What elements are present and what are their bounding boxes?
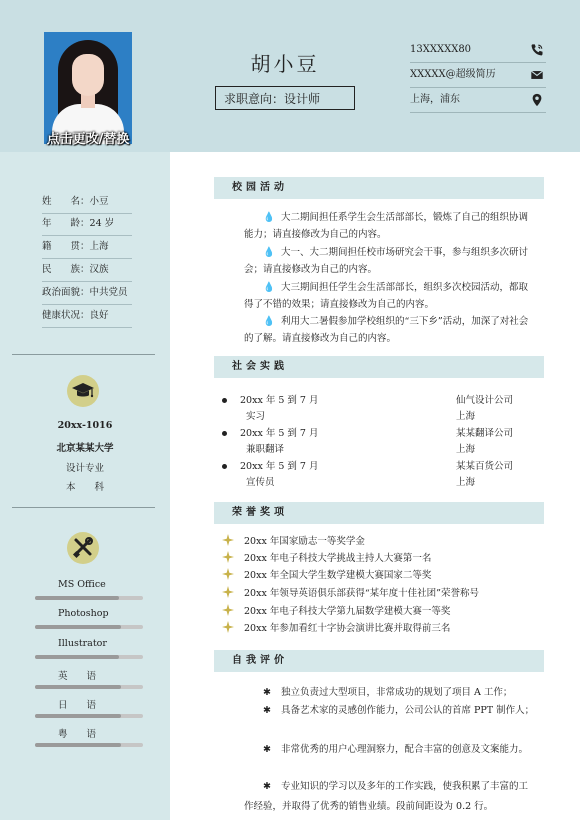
skill-name-cantonese: 粤 语 bbox=[58, 729, 97, 740]
education-period: 20xx-1016 bbox=[57, 420, 113, 431]
phone-icon bbox=[530, 43, 544, 57]
campus-item bbox=[244, 244, 536, 278]
drop-bullet-icon: 💧 bbox=[263, 247, 275, 258]
four-point-star-icon bbox=[222, 568, 234, 580]
section-awards-title: 荣誉奖项 bbox=[214, 502, 544, 524]
practice-period: 20xx 年 5 到 7 月 bbox=[240, 428, 319, 439]
info-row-ethnicity: 民 族：汉族 bbox=[42, 260, 132, 282]
self-item bbox=[244, 777, 536, 817]
education-school: 北京某某大学 bbox=[56, 443, 114, 454]
practice-period: 20xx 年 5 到 7 月 bbox=[240, 395, 319, 406]
info-label: 政治面貌 bbox=[42, 287, 81, 298]
info-value: 中共党员 bbox=[89, 287, 128, 298]
contact-email-text: XXXXX@超级简历 bbox=[410, 69, 496, 80]
practice-role: 宣传员 bbox=[246, 477, 275, 488]
drop-bullet-icon: 💧 bbox=[263, 212, 275, 223]
contact-phone bbox=[410, 40, 546, 63]
self-item-text: 具备艺术家的灵感创作能力，公司公认的首席 PPT 制作人； bbox=[281, 705, 535, 716]
drop-bullet-icon: 💧 bbox=[263, 282, 275, 293]
self-item-text: 非常优秀的用户心理洞察力，配合丰富的创意及文案能力。 bbox=[281, 744, 529, 755]
job-intent: 求职意向：设计师 bbox=[215, 86, 355, 110]
four-point-star-icon bbox=[222, 621, 234, 633]
skill-fill bbox=[35, 743, 121, 747]
skill-name-photoshop: Photoshop bbox=[58, 608, 109, 619]
info-value: 良好 bbox=[89, 310, 109, 321]
self-item-text: 专业知识的学习以及多年的工作实践，使我积累了丰富的工作经验，并取得了优秀的销售业绩。段前间距设为 0.2 行。 bbox=[244, 781, 529, 812]
skill-fill bbox=[35, 596, 119, 600]
asterisk-bullet-icon: ✱ bbox=[263, 705, 271, 716]
award-text: 20xx 年国家励志一等奖学金 bbox=[244, 536, 365, 547]
skill-bar-cantonese bbox=[35, 743, 143, 747]
sidebar-divider bbox=[12, 507, 155, 508]
skill-bar-japanese bbox=[35, 714, 143, 718]
candidate-name: 胡小豆 bbox=[250, 52, 320, 76]
contact-phone-text: 13XXXXX80 bbox=[410, 44, 472, 55]
info-value: 上海 bbox=[89, 241, 109, 252]
campus-item bbox=[244, 279, 536, 313]
bullet-dot bbox=[222, 398, 227, 403]
campus-item bbox=[244, 313, 536, 347]
four-point-star-icon bbox=[222, 551, 234, 563]
campus-item-text: 大一、大二期间担任校市场研究会干事，参与组织多次研讨会；请直接修改为自己的内容。 bbox=[244, 247, 529, 275]
asterisk-bullet-icon: ✱ bbox=[263, 744, 271, 755]
award-text: 20xx 年参加看红十字协会演讲比赛并取得前三名 bbox=[244, 623, 451, 634]
self-item bbox=[244, 683, 536, 703]
contact-location bbox=[410, 90, 546, 113]
self-item-text: 独立负责过大型项目，非常成功的规划了项目 A 工作； bbox=[281, 687, 513, 698]
info-value: 24 岁 bbox=[89, 218, 115, 229]
self-item bbox=[244, 701, 536, 721]
skill-name-illustrator: Illustrator bbox=[58, 638, 107, 649]
campus-item-text: 大二期间担任系学生会生活部部长，锻炼了自己的组织协调能力；请直接修改为自己的内容。 bbox=[244, 212, 529, 240]
drop-bullet-icon: 💧 bbox=[263, 316, 275, 327]
skill-fill bbox=[35, 685, 121, 689]
info-row-name: 姓 名：小豆 bbox=[42, 192, 132, 214]
skill-bar-illustrator bbox=[35, 655, 143, 659]
section-campus-title: 校园活动 bbox=[214, 177, 544, 199]
award-text: 20xx 年领导英语俱乐部获得“某年度十佳社团”荣誉称号 bbox=[244, 588, 480, 599]
practice-city: 上海 bbox=[456, 444, 476, 455]
bullet-dot bbox=[222, 431, 227, 436]
section-self-title: 自我评价 bbox=[214, 650, 544, 672]
photo-caption[interactable]: 点击更改/替换 bbox=[46, 132, 130, 147]
award-text: 20xx 年全国大学生数学建模大赛国家二等奖 bbox=[244, 570, 432, 581]
practice-company: 某某百货公司 bbox=[456, 461, 514, 472]
practice-city: 上海 bbox=[456, 477, 476, 488]
mail-icon bbox=[530, 68, 544, 82]
practice-city: 上海 bbox=[456, 411, 476, 422]
section-practice-title: 社会实践 bbox=[214, 356, 544, 378]
info-row-age: 年 龄：24 岁 bbox=[42, 214, 132, 236]
info-value: 汉族 bbox=[89, 264, 109, 275]
info-label: 年 龄 bbox=[42, 218, 81, 229]
skill-name-japanese: 日 语 bbox=[58, 700, 97, 711]
four-point-star-icon bbox=[222, 604, 234, 616]
skill-fill bbox=[35, 655, 119, 659]
info-row-health: 健康状况：良好 bbox=[42, 306, 132, 328]
asterisk-bullet-icon: ✱ bbox=[263, 687, 271, 698]
skill-bar-photoshop bbox=[35, 625, 143, 629]
info-label: 健康状况 bbox=[42, 310, 81, 321]
education-major: 设计专业 bbox=[65, 463, 104, 474]
info-row-political: 政治面貌：中共党员 bbox=[42, 283, 132, 305]
skills-badge bbox=[67, 532, 99, 564]
sidebar-divider bbox=[12, 354, 155, 355]
four-point-star-icon bbox=[222, 534, 234, 546]
contact-location-text: 上海，浦东 bbox=[410, 94, 460, 105]
graduation-cap-icon bbox=[67, 375, 99, 407]
skill-fill bbox=[35, 714, 121, 718]
education-badge bbox=[67, 375, 99, 407]
campus-item-text: 利用大二暑假参加学校组织的“三下乡”活动，加深了对社会的了解。请直接修改为自己的内容。 bbox=[244, 316, 529, 344]
skill-bar-ms-office bbox=[35, 596, 143, 600]
skill-name-ms-office: MS Office bbox=[58, 579, 106, 590]
award-text: 20xx 年电子科技大学挑战主持人大赛第一名 bbox=[244, 553, 432, 564]
info-row-hometown: 籍 贯：上海 bbox=[42, 237, 132, 259]
practice-role: 兼职翻译 bbox=[246, 444, 285, 455]
info-label: 姓 名 bbox=[42, 196, 81, 207]
skill-fill bbox=[35, 625, 121, 629]
education-degree: 本 科 bbox=[65, 482, 104, 493]
campus-item-text: 大三期间担任学生会生活部部长，组织多次校园活动，都取得了不错的效果；请直接修改为自己的内容。 bbox=[244, 282, 529, 310]
practice-role: 实习 bbox=[246, 411, 266, 422]
tools-icon bbox=[67, 532, 99, 564]
skill-bar-english bbox=[35, 685, 143, 689]
campus-item bbox=[244, 209, 536, 243]
asterisk-bullet-icon: ✱ bbox=[263, 781, 271, 792]
info-label: 籍 贯 bbox=[42, 241, 81, 252]
contact-email bbox=[410, 65, 546, 88]
practice-company: 某某翻译公司 bbox=[456, 428, 514, 439]
four-point-star-icon bbox=[222, 586, 234, 598]
bullet-dot bbox=[222, 464, 227, 469]
practice-company: 仙气设计公司 bbox=[456, 395, 514, 406]
practice-period: 20xx 年 5 到 7 月 bbox=[240, 461, 319, 472]
location-pin-icon bbox=[530, 93, 544, 107]
self-item bbox=[244, 740, 536, 760]
info-value: 小豆 bbox=[89, 196, 109, 207]
info-label: 民 族 bbox=[42, 264, 81, 275]
award-text: 20xx 年电子科技大学第九届数学建模大赛一等奖 bbox=[244, 606, 451, 617]
skill-name-english: 英 语 bbox=[58, 671, 97, 682]
